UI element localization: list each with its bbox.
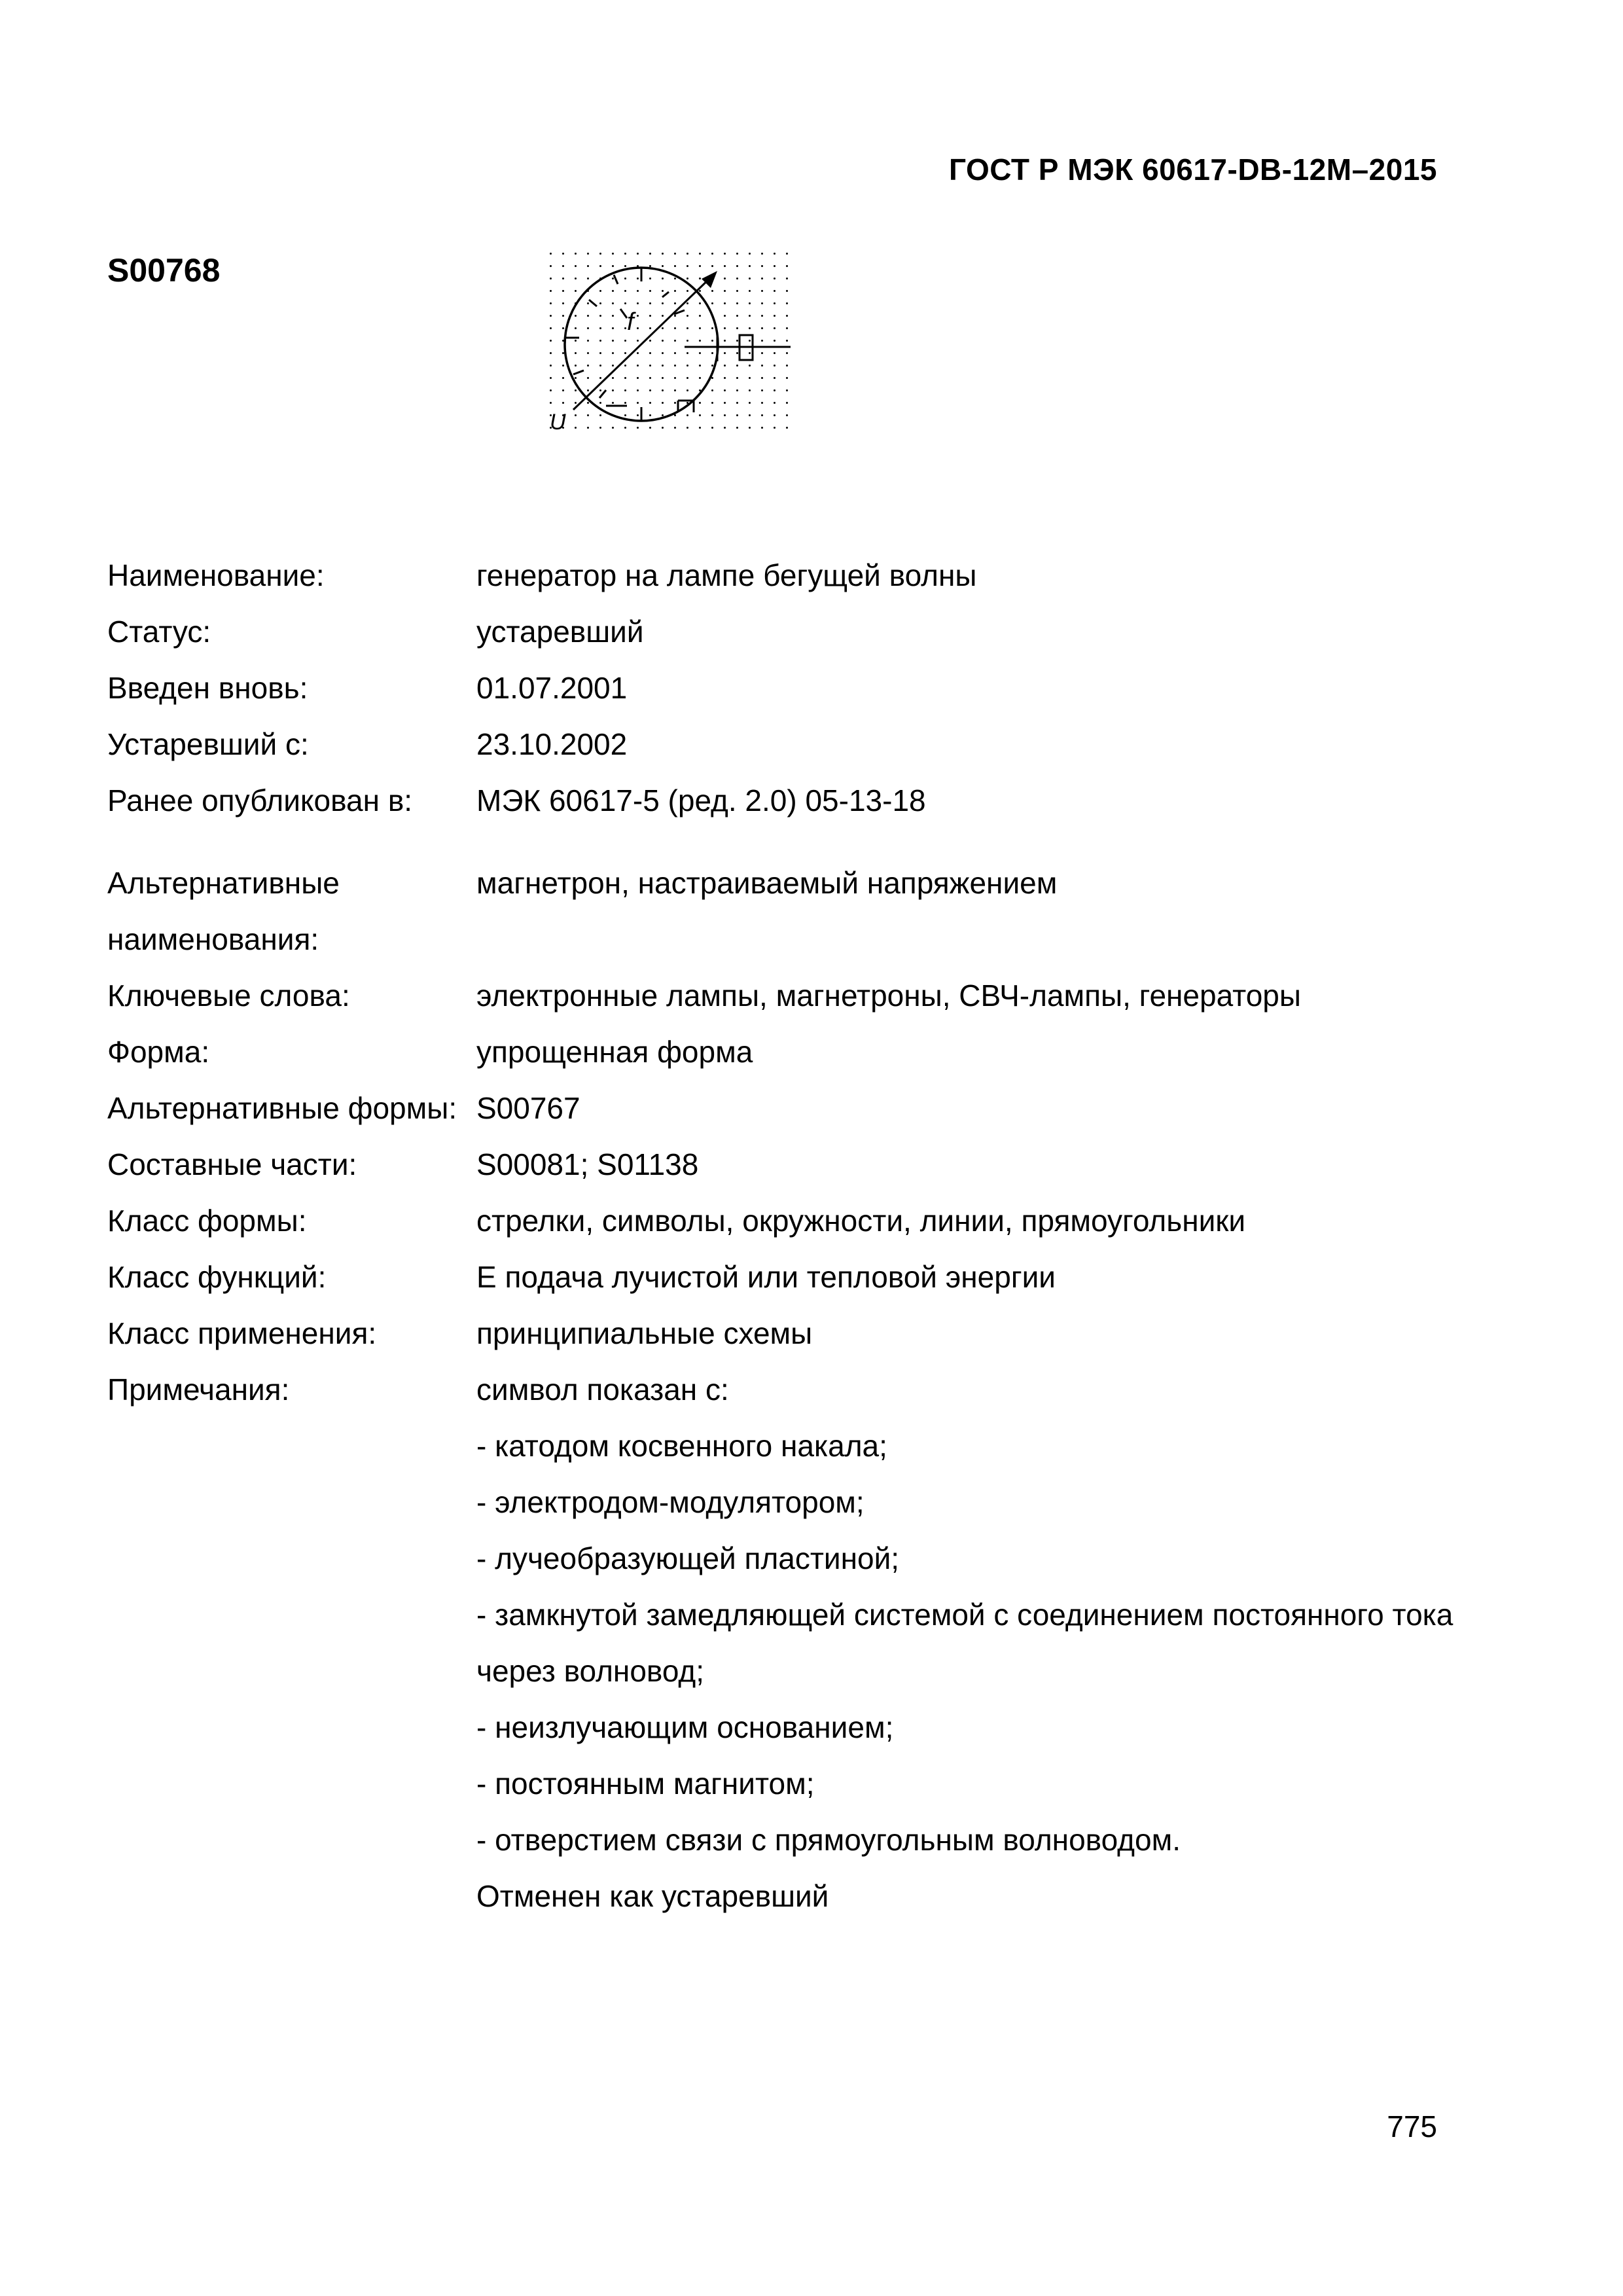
property-row-obsolete-since	[107, 716, 1455, 772]
property-row-keywords	[107, 967, 1455, 1024]
note-line: - электродом-модулятором;	[476, 1485, 865, 1519]
property-row-alternative-names	[107, 855, 1455, 967]
notes-list	[476, 1361, 1455, 1924]
property-value: стрелки, символы, окружности, линии, прямоугольники	[476, 1204, 1246, 1238]
property-value: упрощенная форма	[476, 1035, 753, 1069]
property-value: 23.10.2002	[476, 727, 628, 761]
frequency-label: f	[627, 308, 634, 336]
property-label: Введен вновь:	[107, 671, 308, 705]
note-line: - лучеобразующей пластиной;	[476, 1541, 900, 1575]
property-label: Класс формы:	[107, 1204, 307, 1238]
property-row-function-class	[107, 1249, 1455, 1305]
property-row-previously-published	[107, 772, 1455, 829]
note-line: - неизлучающим основанием;	[476, 1710, 894, 1744]
note-line: - постоянным магнитом;	[476, 1767, 815, 1801]
voltage-label: U	[550, 410, 566, 435]
property-label: Статус:	[107, 615, 211, 649]
traveling-wave-tube-generator-symbol	[550, 253, 798, 436]
property-value: S00767	[476, 1091, 580, 1125]
property-label: Форма:	[107, 1035, 210, 1069]
property-label: Ключевые слова:	[107, 978, 350, 1013]
dot-grid	[550, 253, 798, 436]
property-value: Е подача лучистой или тепловой энергии	[476, 1260, 1056, 1294]
property-label: Класс применения:	[107, 1316, 377, 1350]
property-label: Класс функций:	[107, 1260, 327, 1294]
property-label: Составные части:	[107, 1147, 357, 1181]
note-line: - отверстием связи с прямоугольным волноводом.	[476, 1823, 1181, 1857]
property-value: электронные лампы, магнетроны, СВЧ-лампы, генераторы	[476, 978, 1301, 1013]
property-row-status	[107, 603, 1455, 660]
property-label: Ранее опубликован в:	[107, 783, 413, 817]
property-label: Примечания:	[107, 1372, 290, 1407]
note-line: - катодом косвенного накала;	[476, 1429, 887, 1463]
property-value: МЭК 60617-5 (ред. 2.0) 05-13-18	[476, 783, 926, 817]
standard-code: ГОСТ Р МЭК 60617-DB-12M–2015	[949, 152, 1437, 187]
property-label: Устаревший с:	[107, 727, 309, 761]
page-number: 775	[1387, 2109, 1437, 2144]
property-row-notes	[107, 1361, 1455, 1924]
symbol-properties	[107, 547, 1455, 1924]
property-row-form	[107, 1024, 1455, 1080]
property-row-name	[107, 547, 1455, 603]
property-label: Наименование:	[107, 558, 325, 592]
property-row-alternative-forms	[107, 1080, 1455, 1136]
property-value: принципиальные схемы	[476, 1316, 813, 1350]
property-label: Альтернативные формы:	[107, 1091, 457, 1125]
property-value: генератор на лампе бегущей волны	[476, 558, 977, 592]
property-row-components	[107, 1136, 1455, 1193]
note-line: - замкнутой замедляющей системой с соединением постоянного тока через волновод;	[476, 1598, 1454, 1688]
note-line: Отменен как устаревший	[476, 1879, 829, 1913]
property-row-shape-class	[107, 1193, 1455, 1249]
property-value: S00081; S01138	[476, 1147, 699, 1181]
property-value: магнетрон, настраиваемый напряжением	[476, 866, 1058, 900]
property-value: устаревший	[476, 615, 644, 649]
property-value: 01.07.2001	[476, 671, 628, 705]
property-row-introduced	[107, 660, 1455, 716]
symbol-code: S00768	[107, 252, 221, 289]
note-line: символ показан с:	[476, 1372, 729, 1407]
property-row-application-class	[107, 1305, 1455, 1361]
property-label: Альтернативные наименования:	[107, 866, 340, 956]
